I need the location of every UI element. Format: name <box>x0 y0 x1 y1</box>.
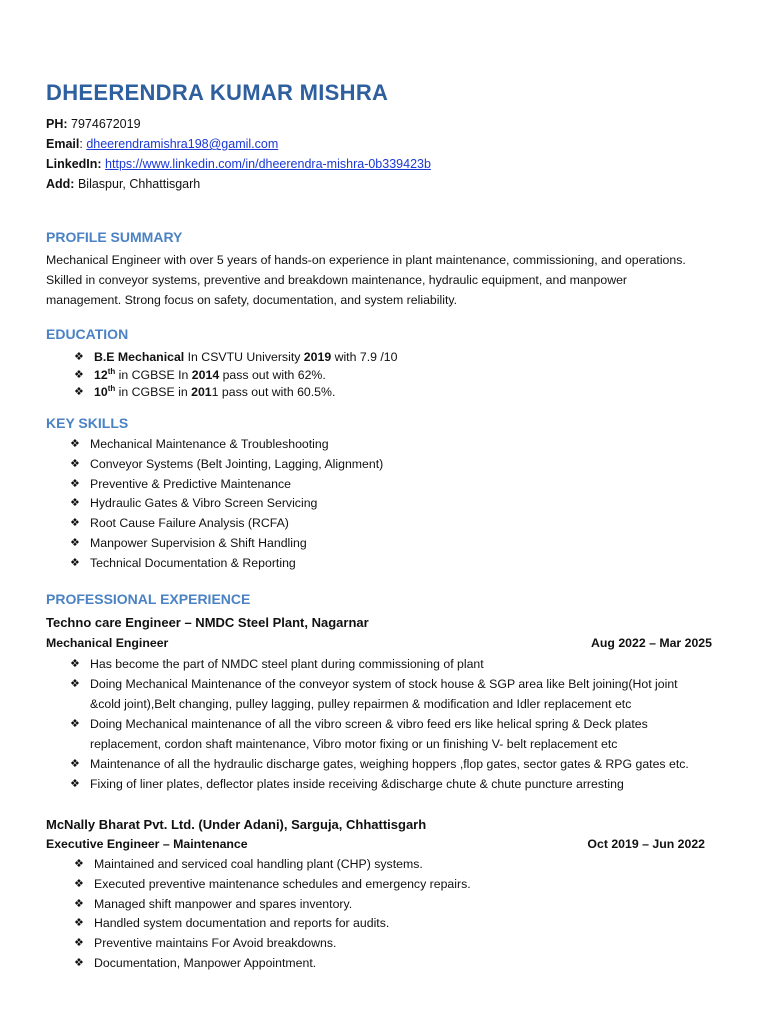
profile-summary-heading: PROFILE SUMMARY <box>46 229 183 245</box>
job-title: Executive Engineer – Maintenance <box>46 837 248 851</box>
job-title-row <box>46 636 712 650</box>
profile-line: Mechanical Engineer with over 5 years of hands-on experience in plant maintenance, commissioning, and operations. <box>46 253 686 267</box>
company-name: McNally Bharat Pvt. Ltd. (Under Adani), Sarguja, Chhattisgarh <box>46 817 427 832</box>
skill-item <box>70 435 383 455</box>
degree-text: in CGBSE In <box>115 367 192 382</box>
diamond-bullet-icon: ❖ <box>74 351 84 363</box>
diamond-bullet-icon: ❖ <box>74 858 84 870</box>
email-line: Email: dheerendramishra198@gamil.com <box>46 137 279 151</box>
skill-text: Technical Documentation & Reporting <box>90 555 296 570</box>
duty-text: Maintenance of all the hydraulic discharge gates, weighing hoppers ,flop gates, sector gates & RPG gates etc. <box>90 757 689 771</box>
education-item <box>74 367 397 385</box>
duty-text: Fixing of liner plates, deflector plates inside receiving &discharge chute & chute puncture arresting <box>90 777 624 791</box>
skill-text: Manpower Supervision & Shift Handling <box>90 535 307 550</box>
experience-heading: PROFESSIONAL EXPERIENCE <box>46 591 251 607</box>
key-skills-heading: KEY SKILLS <box>46 415 129 431</box>
duty-item <box>74 954 471 974</box>
duty-text: Preventive maintains For Avoid breakdowns. <box>94 936 337 951</box>
skill-item <box>70 455 383 475</box>
duty-text: Maintained and serviced coal handling plant (CHP) systems. <box>94 857 423 871</box>
diamond-bullet-icon: ❖ <box>74 956 84 969</box>
phone-value: 7974672019 <box>71 117 141 131</box>
linkedin-line <box>46 154 431 174</box>
skill-item <box>70 534 383 554</box>
degree-text: in CGBSE in <box>115 385 192 399</box>
education-item <box>74 384 397 402</box>
skill-text: Root Cause Failure Analysis (RCFA) <box>90 516 289 531</box>
diamond-bullet-icon: ❖ <box>70 758 80 770</box>
diamond-bullet-icon: ❖ <box>70 678 80 690</box>
degree-score: with 7.9 /10 <box>331 350 398 364</box>
company-name: Techno care Engineer – NMDC Steel Plant, Nagarnar <box>46 615 369 630</box>
diamond-bullet-icon: ❖ <box>70 658 80 670</box>
degree-year: 2019 <box>303 350 332 364</box>
job-dates: Aug 2022 – Mar 2025 <box>591 636 712 650</box>
diamond-bullet-icon: ❖ <box>70 536 80 549</box>
linkedin-link[interactable]: https://www.linkedin.com/in/dheerendra-mishra-0b339423b <box>105 157 431 171</box>
skill-item <box>70 514 383 534</box>
skill-text: Conveyor Systems (Belt Jointing, Lagging, Alignment) <box>90 456 384 471</box>
profile-summary-text <box>46 250 726 310</box>
diamond-bullet-icon: ❖ <box>70 517 80 530</box>
duty-text: Doing Mechanical Maintenance of the conveyor system of stock house & SGP area like Belt joining(Hot joint <box>90 677 678 691</box>
duty-item <box>74 914 471 934</box>
contact-block <box>46 114 431 194</box>
email-label: Email <box>46 137 80 151</box>
degree-text: In CSVTU University <box>184 350 304 364</box>
diamond-bullet-icon: ❖ <box>74 368 84 381</box>
phone-line <box>46 114 431 134</box>
degree-year: 2014 <box>191 367 220 382</box>
diamond-bullet-icon: ❖ <box>70 438 80 450</box>
duty-text: Documentation, Manpower Appointment. <box>94 955 317 970</box>
job-title-row <box>46 837 712 851</box>
duty-item <box>70 674 720 714</box>
duty-item <box>74 895 471 915</box>
duty-item <box>70 714 720 754</box>
degree-name: 10 <box>94 385 108 399</box>
duty-text: Doing Mechanical maintenance of all the vibro screen & vibro feed ers like helical spring & Deck plates <box>90 717 648 731</box>
degree-name: 12 <box>94 367 108 382</box>
job-dates: Oct 2019 – Jun 2022 <box>587 837 705 851</box>
diamond-bullet-icon: ❖ <box>74 917 84 930</box>
degree-score: pass out with 62%. <box>219 367 326 382</box>
skill-item <box>70 554 383 574</box>
phone-label: PH: <box>46 117 68 131</box>
profile-line: management. Strong focus on safety, documentation, and system reliability. <box>46 293 458 307</box>
skill-item <box>70 475 383 495</box>
diamond-bullet-icon: ❖ <box>70 477 80 490</box>
skills-list <box>70 435 383 574</box>
skill-item <box>70 494 383 514</box>
degree-score: 1 pass out with 60.5%. <box>211 385 336 399</box>
diamond-bullet-icon: ❖ <box>74 937 84 950</box>
duty-text: &cold joint),Belt changing, pulley lagging, pulley repairmen & modification and Idler replacement etc <box>90 697 632 711</box>
ordinal-suffix: th <box>107 383 116 393</box>
address-line <box>46 174 431 194</box>
duty-item <box>70 654 720 674</box>
linkedin-label: LinkedIn: <box>46 157 102 171</box>
diamond-bullet-icon: ❖ <box>70 497 80 510</box>
education-item <box>74 349 397 367</box>
diamond-bullet-icon: ❖ <box>74 877 84 890</box>
diamond-bullet-icon: ❖ <box>70 556 80 569</box>
job-duties-list <box>74 855 471 974</box>
education-heading: EDUCATION <box>46 326 129 342</box>
candidate-name: DHEERENDRA KUMAR MISHRA <box>46 80 389 105</box>
diamond-bullet-icon: ❖ <box>70 778 80 790</box>
duty-item <box>74 855 471 875</box>
duty-text: Has become the part of NMDC steel plant during commissioning of plant <box>90 657 484 671</box>
skill-text: Hydraulic Gates & Vibro Screen Servicing <box>90 496 318 511</box>
diamond-bullet-icon: ❖ <box>70 457 80 470</box>
address-value: Bilaspur, Chhattisgarh <box>77 177 201 191</box>
duty-text: replacement, cordon shaft maintenance, Vibro motor fixing or un finishing V- belt replacement etc <box>90 737 618 751</box>
duty-item <box>74 875 471 895</box>
diamond-bullet-icon: ❖ <box>74 386 84 398</box>
address-label: Add: <box>46 177 75 191</box>
job-duties-list <box>70 654 720 794</box>
duty-item <box>70 754 720 774</box>
skill-text: Mechanical Maintenance & Troubleshooting <box>90 437 329 451</box>
ordinal-suffix: th <box>107 366 116 376</box>
degree-name: B.E Mechanical <box>94 350 185 364</box>
diamond-bullet-icon: ❖ <box>70 718 80 730</box>
diamond-bullet-icon: ❖ <box>74 897 84 910</box>
degree-year: 201 <box>191 385 212 399</box>
email-link[interactable]: dheerendramishra198@gamil.com <box>86 137 279 151</box>
duty-text: Handled system documentation and reports for audits. <box>94 916 390 931</box>
duty-text: Executed preventive maintenance schedules and emergency repairs. <box>94 876 471 891</box>
duty-item <box>74 934 471 954</box>
skill-text: Preventive & Predictive Maintenance <box>90 476 291 491</box>
duty-text: Managed shift manpower and spares inventory. <box>94 896 353 911</box>
profile-line: Skilled in conveyor systems, preventive and breakdown maintenance, hydraulic equipment, and manpower <box>46 273 628 287</box>
duty-item <box>70 774 720 794</box>
job-title: Mechanical Engineer <box>46 636 169 650</box>
education-list <box>74 349 397 402</box>
